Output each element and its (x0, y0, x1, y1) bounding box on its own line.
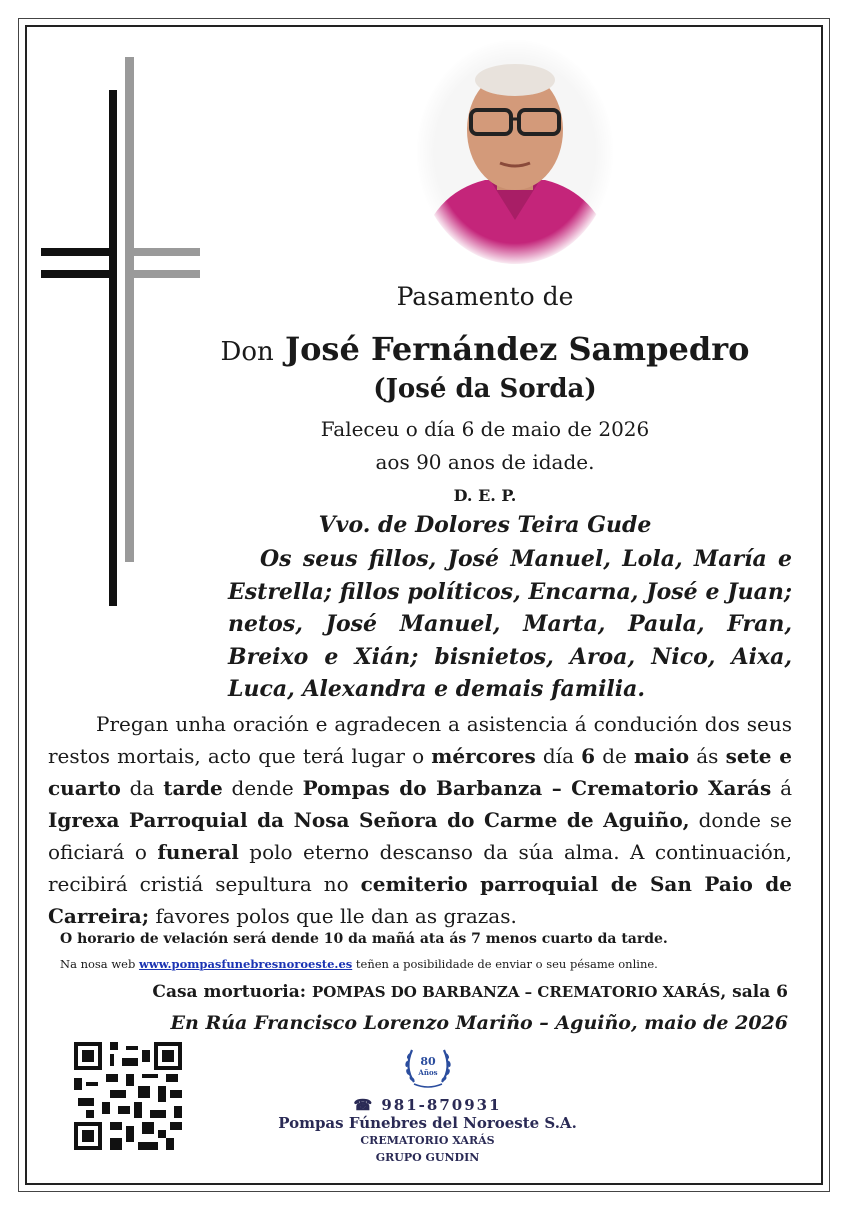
mortuary-name: POMPAS DO BARBANZA – CREMATORIO XARÁS (311, 983, 721, 1001)
condolence-web-line: Na nosa web www.pompasfunebresnoroeste.es teñen a posibilidade de enviar o seu pésame online. (60, 957, 658, 971)
death-date: Faleceu o día 6 de maio de 2026 (320, 417, 650, 441)
phone-number: 981-870931 (381, 1096, 502, 1114)
website-link[interactable]: www.pompasfunebresnoroeste.es (138, 957, 353, 971)
rip-abbreviation: D. E. P. (453, 486, 517, 505)
deceased-name (200, 330, 770, 368)
honorific: Don (220, 337, 274, 367)
vigil-hours: O horario de velación será dende 10 da mañá ata ás 7 menos cuarto da tarde. (60, 931, 668, 947)
qr-code-icon (74, 1042, 182, 1150)
title: Pasamento de (396, 282, 574, 311)
place-and-date: En Rúa Francisco Lorenzo Mariño – Aguiño, maio de 2026 (170, 1012, 788, 1034)
crematorium-name: CREMATORIO XARÁS (360, 1134, 495, 1147)
company-name: Pompas Fúnebres del Noroeste S.A. (278, 1114, 577, 1132)
age-line: aos 90 anos de idade. (375, 450, 595, 474)
phone-line (240, 1096, 615, 1114)
anniversary-logo-icon (400, 1042, 456, 1092)
portrait-photo (405, 35, 625, 270)
group-name: GRUPO GUNDIN (375, 1151, 480, 1164)
nickname: (José da Sorda) (373, 374, 597, 404)
logo-word: Años (418, 1068, 438, 1077)
family-list: Os seus fillos, José Manuel, Lola, María e Estrella; fillos políticos, Encarna, José e Juan; netos, José Manuel, Marta, Paula, Fran, Breixo e Xián; bisnietos, Aroa, Nico, Aixa, Luca, Alexandra e demais familia. (228, 546, 792, 702)
mortuary-line: Casa mortuoria: POMPAS DO BARBANZA – CREMATORIO XARÁS, sala 6 (152, 982, 788, 1002)
full-name: José Fernández Sampedro (284, 330, 750, 368)
widow-line: Vvo. de Dolores Teira Gude (318, 512, 652, 538)
phone-icon: ☎ (353, 1096, 382, 1114)
logo-number: 80 (420, 1055, 436, 1068)
ceremony-paragraph: Pregan unha oración e agradecen a asistencia á condución dos seus restos mortais, acto que terá lugar o mércores día 6 de maio ás sete e cuarto da tarde dende Pompas do Barbanza – Crematorio Xarás á Igrexa Parroquial da Nosa Señora do Carme de Aguiño, donde se oficiará o funeral polo eterno descanso da súa alma. A continuación, recibirá cristiá sepultura no cemiterio parroquial de San Paio de Carreira; favores polos que lle dan as grazas. (48, 712, 793, 928)
